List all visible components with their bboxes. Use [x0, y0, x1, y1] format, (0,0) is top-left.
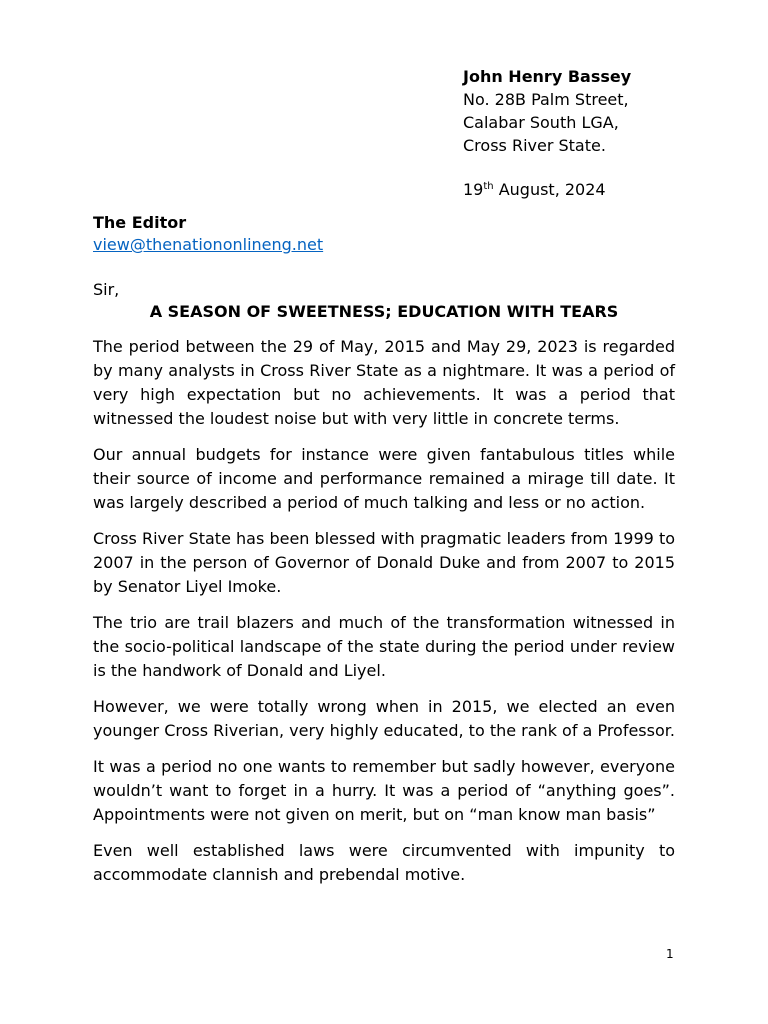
paragraph: Our annual budgets for instance were given fantabulous titles while their source of income and performance remained a mirage till date. It was largely described a period of much talking and less or no action.: [93, 445, 675, 512]
date-day: 19: [463, 180, 484, 199]
date-suffix: th: [483, 181, 494, 192]
sender-address-line-2: Calabar South LGA,: [463, 113, 619, 132]
salutation: Sir,: [93, 280, 120, 299]
recipient-title: The Editor: [93, 213, 187, 232]
paragraph: However, we were totally wrong when in 2015, we elected an even younger Cross Riverian, very highly educated, to the rank of a Professor.: [93, 697, 675, 740]
sender-name: John Henry Bassey: [463, 67, 632, 86]
sender-address-line-3: Cross River State.: [463, 136, 606, 155]
recipient-email-link[interactable]: view@thenationonlineng.net: [93, 235, 324, 254]
paragraph: Cross River State has been blessed with pragmatic leaders from 1999 to 2007 in the person of Governor of Donald Duke and from 2007 to 2015 by Senator Liyel Imoke.: [93, 529, 675, 596]
recipient-block: [93, 212, 323, 256]
page-number: 1: [666, 947, 674, 961]
date-month-year: August, 2024: [493, 180, 606, 199]
sender-block: [463, 65, 631, 201]
letter-date: [463, 178, 631, 201]
paragraph: The period between the 29 of May, 2015 and May 29, 2023 is regarded by many analysts in Cross River State as a nightmare. It was a period of very high expectation but no achievements. It was a period that witnessed the loudest noise but with very little in concrete terms.: [93, 337, 675, 428]
sender-address-line-1: No. 28B Palm Street,: [463, 90, 629, 109]
paragraph: It was a period no one wants to remember but sadly however, everyone wouldn’t want to forget in a hurry. It was a period of “anything goes”. Appointments were not given on merit, but on “man know man basis”: [93, 757, 675, 824]
letter-title: A SEASON OF SWEETNESS; EDUCATION WITH TEARS: [149, 302, 619, 321]
paragraph: The trio are trail blazers and much of the transformation witnessed in the socio-political landscape of the state during the period under review is the handwork of Donald and Liyel.: [93, 613, 675, 680]
paragraph: Even well established laws were circumvented with impunity to accommodate clannish and prebendal motive.: [93, 841, 675, 884]
letter-body: [93, 335, 675, 899]
